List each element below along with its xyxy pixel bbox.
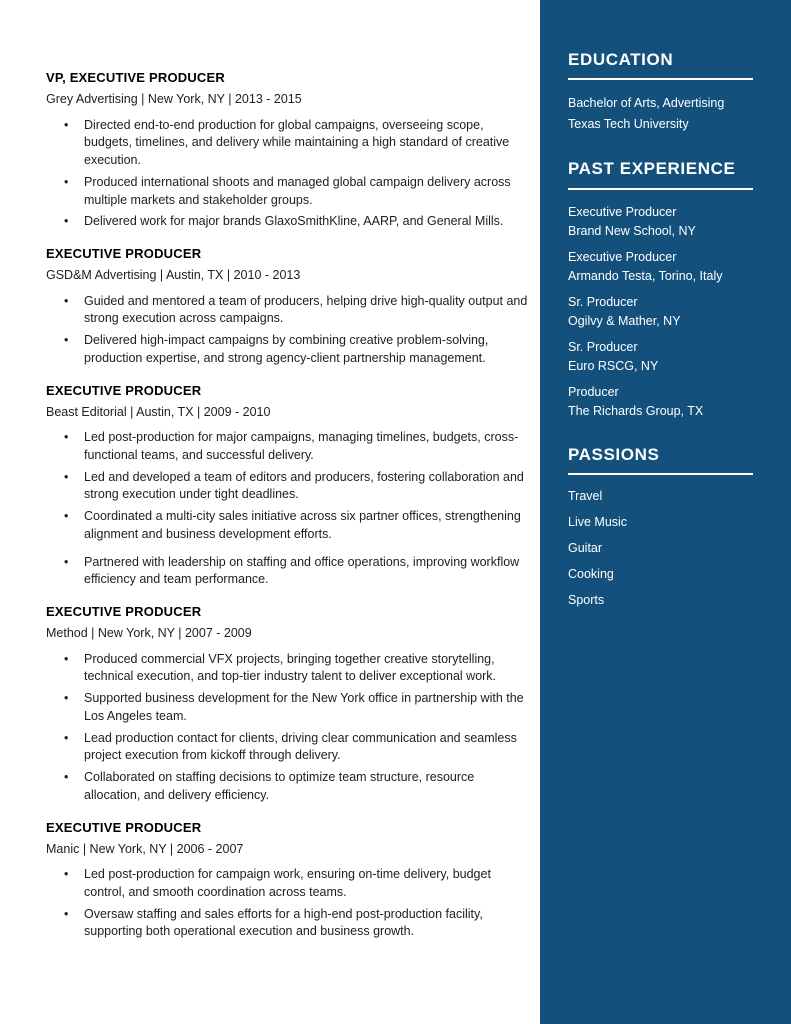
passion-item: Guitar [568, 541, 603, 556]
past-experience-item [568, 293, 753, 331]
job-title: EXECUTIVE PRODUCER [46, 246, 202, 261]
job-entry [46, 70, 530, 231]
bullet-list [46, 117, 530, 232]
past-job-title: Sr. Producer [568, 294, 638, 309]
job-title: VP, EXECUTIVE PRODUCER [46, 70, 225, 85]
bullet-item: • Led and developed a team of editors and producers, fostering collaboration and strong execution under tight deadlines. [46, 469, 530, 505]
education-school: Texas Tech University [568, 117, 689, 132]
bullet-item: • Partnered with leadership on staffing and office operations, improving workflow efficiency and team performance. [46, 554, 530, 590]
job-entry [46, 383, 530, 590]
past-job-title: Sr. Producer [568, 339, 638, 354]
education-section [568, 50, 753, 135]
past-job-title: Executive Producer [568, 249, 677, 264]
job-title: EXECUTIVE PRODUCER [46, 819, 202, 835]
passions-heading: PASSIONS [568, 445, 753, 475]
experience-column [46, 70, 530, 956]
past-job-org: Brand New School, NY [568, 223, 696, 238]
job-meta: GSD&M Advertising | Austin, TX | 2010 - 2013 [46, 268, 301, 283]
bullet-item: • Led post-production for campaign work, ensuring on-time delivery, budget control, and smooth coordination across teams. [46, 866, 530, 902]
past-experience-item [568, 248, 753, 286]
bullet-item: • Delivered high-impact campaigns by combining creative problem-solving, production expertise, and strong agency-client partnership management. [46, 332, 530, 368]
bullet-item: • Supported business development for the New York office in partnership with the Los Angeles team. [46, 690, 530, 726]
past-experience-section [568, 159, 753, 420]
passion-item: Live Music [568, 515, 628, 530]
bullet-item: • Lead production contact for clients, driving clear communication and seamless project execution from kickoff through delivery. [46, 730, 530, 766]
bullet-item: • Led post-production for major campaigns, managing timelines, budgets, cross-functional teams, and successful delivery. [46, 429, 530, 465]
job-entry [46, 820, 530, 942]
bullet-list [46, 651, 530, 805]
bullet-list [46, 293, 530, 368]
job-meta: Grey Advertising | New York, NY | 2013 - 2015 [46, 92, 302, 107]
education-heading: EDUCATION [568, 50, 753, 80]
job-meta: Manic | New York, NY | 2006 - 2007 [46, 841, 244, 856]
bullet-item: • Coordinated a multi-city sales initiative across six partner offices, strengthening alignment and business development efforts. [46, 508, 530, 544]
bullet-list [46, 866, 530, 941]
passion-item: Travel [568, 489, 603, 504]
past-job-org: Ogilvy & Mather, NY [568, 313, 681, 328]
past-experience-item [568, 203, 753, 241]
job-meta: Beast Editorial | Austin, TX | 2009 - 2010 [46, 404, 271, 419]
job-entry [46, 246, 530, 368]
bullet-item: • Directed end-to-end production for global campaigns, overseeing scope, budgets, timelines, and delivery while maintaining a high standard of creative execution. [46, 117, 530, 170]
passions-list [568, 488, 753, 609]
bullet-item: • Delivered work for major brands GlaxoSmithKline, AARP, and General Mills. [46, 213, 530, 231]
job-entry [46, 604, 530, 805]
passion-item: Cooking [568, 567, 614, 582]
bullet-item: • Guided and mentored a team of producers, helping drive high-quality output and strong execution across campaigns. [46, 293, 530, 329]
job-title: EXECUTIVE PRODUCER [46, 382, 202, 398]
past-job-org: Armando Testa, Torino, Italy [568, 268, 723, 283]
past-experience-item [568, 383, 753, 421]
past-experience-item [568, 338, 753, 376]
bullet-item: • Collaborated on staffing decisions to optimize team structure, resource allocation, and delivery efficiency. [46, 769, 530, 805]
past-job-title: Producer [568, 384, 619, 399]
sidebar [540, 0, 791, 1024]
bullet-item: • Produced international shoots and managed global campaign delivery across multiple markets and stakeholder groups. [46, 174, 530, 210]
passions-section [568, 445, 753, 609]
past-job-title: Executive Producer [568, 204, 677, 219]
past-job-org: Euro RSCG, NY [568, 358, 659, 373]
job-meta: Method | New York, NY | 2007 - 2009 [46, 626, 252, 641]
education-degree: Bachelor of Arts, Advertising [568, 96, 725, 111]
past-job-org: The Richards Group, TX [568, 403, 704, 418]
passion-item: Sports [568, 593, 605, 608]
bullet-item: • Oversaw staffing and sales efforts for a high-end post-production facility, supporting both operational execution and business growth. [46, 906, 530, 942]
past-experience-heading: PAST EXPERIENCE [568, 159, 753, 189]
bullet-list [46, 429, 530, 589]
bullet-item: • Produced commercial VFX projects, bringing together creative storytelling, technical execution, and top-tier industry talent to deliver exceptional work. [46, 651, 530, 687]
job-title: EXECUTIVE PRODUCER [46, 604, 202, 619]
